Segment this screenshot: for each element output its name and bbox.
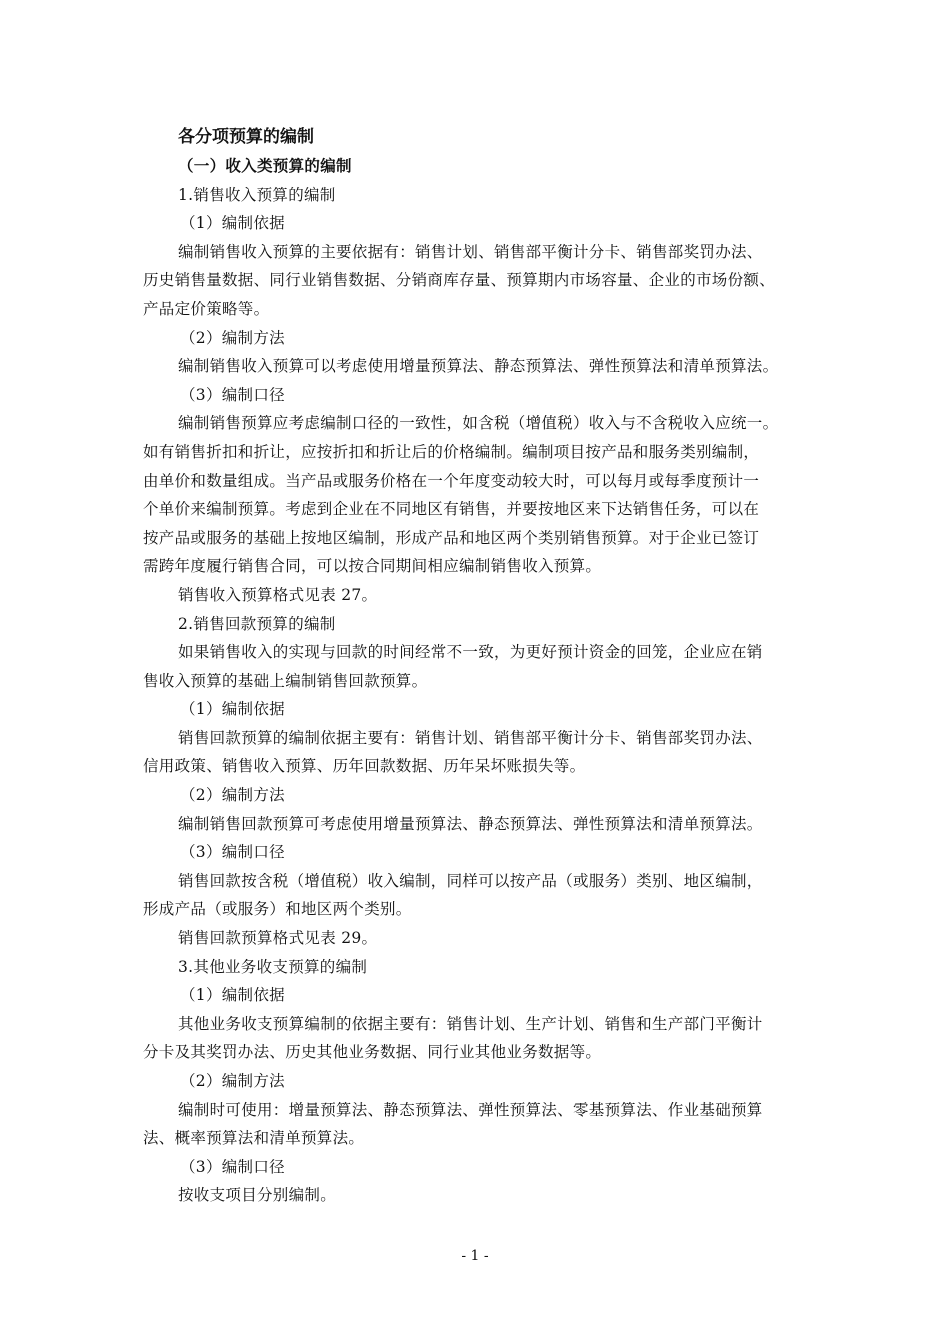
subsection-heading: 2.销售回款预算的编制: [178, 614, 336, 633]
item-heading: （3）编制口径: [180, 843, 285, 862]
paragraph-line: 如果销售收入的实现与回款的时间经常不一致，为更好预计资金的回笼，企业应在销: [178, 643, 763, 662]
paragraph-line: 销售回款按含税（增值税）收入编制，同样可以按产品（或服务）类别、地区编制，: [178, 871, 763, 890]
paragraph-line: 销售回款预算格式见表 29。: [178, 929, 378, 948]
paragraph-line: 按产品或服务的基础上按地区编制，形成产品和地区两个类别销售预算。对于企业已签订: [143, 528, 760, 547]
paragraph-line: 编制销售收入预算可以考虑使用增量预算法、静态预算法、弹性预算法和清单预算法。: [178, 357, 779, 376]
section-heading: （一）收入类预算的编制: [178, 157, 352, 175]
paragraph-line: 编制销售回款预算可考虑使用增量预算法、静态预算法、弹性预算法和清单预算法。: [178, 814, 763, 833]
paragraph-line: 历史销售量数据、同行业销售数据、分销商库存量、预算期内市场容量、企业的市场份额、: [143, 271, 776, 290]
paragraph-line: 其他业务收支预算编制的依据主要有：销售计划、生产计划、销售和生产部门平衡计: [178, 1014, 763, 1033]
paragraph-line: 销售回款预算的编制依据主要有：销售计划、销售部平衡计分卡、销售部奖罚办法、: [178, 728, 763, 747]
paragraph-line: 售收入预算的基础上编制销售回款预算。: [143, 671, 428, 690]
paragraph-line: 编制时可使用：增量预算法、静态预算法、弹性预算法、零基预算法、作业基础预算: [178, 1100, 763, 1119]
subsection-heading: 3.其他业务收支预算的编制: [178, 957, 368, 976]
paragraph-line: 如有销售折扣和折让，应按折扣和折让后的价格编制。编制项目按产品和服务类别编制，: [143, 442, 760, 461]
document-body: [143, 122, 833, 1210]
item-heading: （1）编制依据: [180, 214, 285, 233]
paragraph-line: 需跨年度履行销售合同，可以按合同期间相应编制销售收入预算。: [143, 557, 602, 576]
page-title: 各分项预算的编制: [178, 127, 314, 147]
paragraph-line: 按收支项目分别编制。: [178, 1186, 337, 1205]
paragraph-line: 产品定价策略等。: [143, 299, 270, 318]
paragraph-line: 销售收入预算格式见表 27。: [178, 585, 378, 604]
paragraph-line: 编制销售收入预算的主要依据有：销售计划、销售部平衡计分卡、销售部奖罚办法、: [178, 242, 763, 261]
subsection-heading: 1.销售收入预算的编制: [178, 185, 336, 204]
item-heading: （2）编制方法: [180, 786, 285, 805]
item-heading: （2）编制方法: [180, 1072, 285, 1090]
paragraph-line: 编制销售预算应考虑编制口径的一致性，如含税（增值税）收入与不含税收入应统一。: [178, 414, 779, 433]
paragraph-line: 法、概率预算法和清单预算法。: [143, 1129, 365, 1148]
item-heading: （1）编制依据: [180, 700, 285, 719]
item-heading: （3）编制口径: [180, 385, 285, 404]
page-number: - 1 -: [461, 1248, 489, 1264]
item-heading: （3）编制口径: [180, 1157, 285, 1176]
item-heading: （2）编制方法: [180, 328, 285, 347]
paragraph-line: 由单价和数量组成。当产品或服务价格在一个年度变动较大时，可以每月或每季度预计一: [143, 471, 760, 490]
paragraph-line: 分卡及其奖罚办法、历史其他业务数据、同行业其他业务数据等。: [143, 1043, 602, 1062]
item-heading: （1）编制依据: [180, 986, 285, 1005]
paragraph-line: 个单价来编制预算。考虑到企业在不同地区有销售，并要按地区来下达销售任务，可以在: [143, 500, 760, 519]
paragraph-line: 信用政策、销售收入预算、历年回款数据、历年呆坏账损失等。: [143, 757, 586, 776]
paragraph-line: 形成产品（或服务）和地区两个类别。: [143, 900, 412, 919]
